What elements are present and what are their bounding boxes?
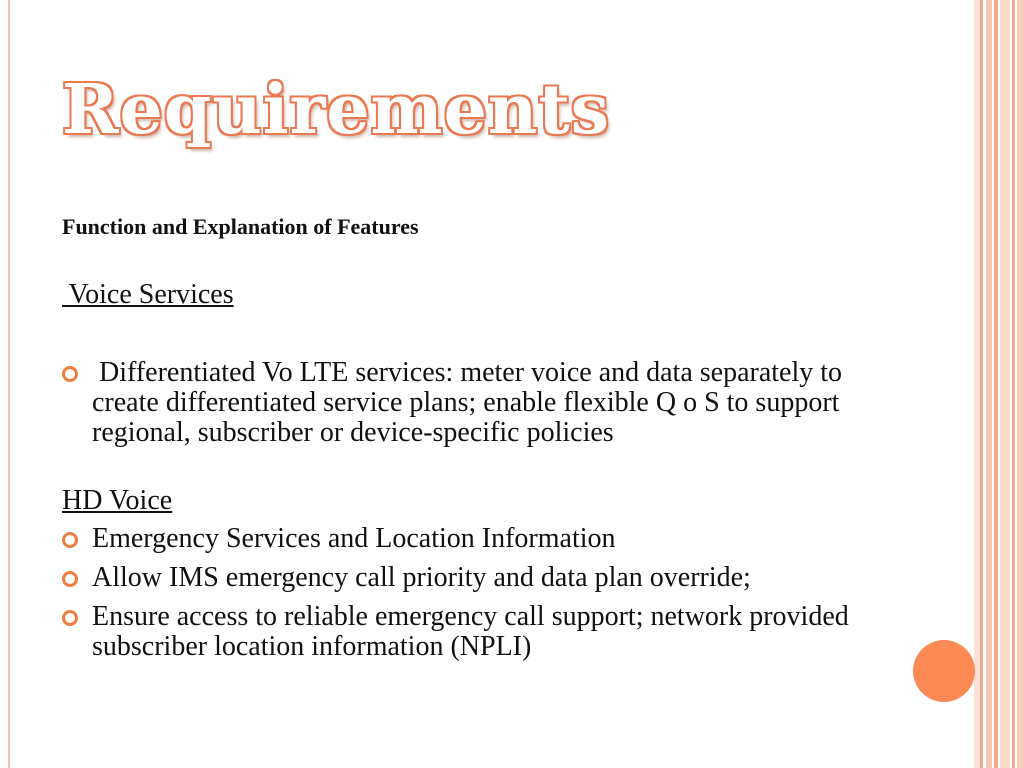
list-item	[62, 602, 902, 662]
list-item	[62, 358, 902, 448]
bullet-text: Ensure access to reliable emergency call support; network provided subscriber location information (NPLI)	[92, 601, 849, 662]
voice-services-bullet-list	[62, 358, 902, 448]
ring-bullet-icon	[62, 532, 78, 548]
bullet-text: Differentiated Vo LTE services: meter voice and data separately to create differentiated service plans; enable flexible Q o S to support regional, subscriber or device-specific policies	[92, 357, 850, 448]
left-border-line	[8, 0, 10, 768]
bullet-text: Emergency Services and Location Information	[92, 523, 616, 554]
section-heading-hd-voice: HD Voice	[62, 485, 173, 516]
ring-bullet-icon	[62, 571, 78, 587]
orange-circle-decoration	[913, 640, 975, 702]
section-heading-voice-services: Voice Services	[62, 279, 234, 310]
ring-bullet-icon	[62, 610, 78, 626]
slide-subtitle: Function and Explanation of Features	[62, 214, 419, 239]
list-item	[62, 524, 902, 554]
ring-bullet-icon	[62, 366, 78, 382]
bullet-text: Allow IMS emergency call priority and data plan override;	[92, 562, 751, 593]
slide-title: Requirements	[62, 70, 611, 150]
right-decorative-stripes	[974, 0, 1024, 768]
hd-voice-bullet-list	[62, 524, 902, 671]
list-item	[62, 563, 902, 593]
